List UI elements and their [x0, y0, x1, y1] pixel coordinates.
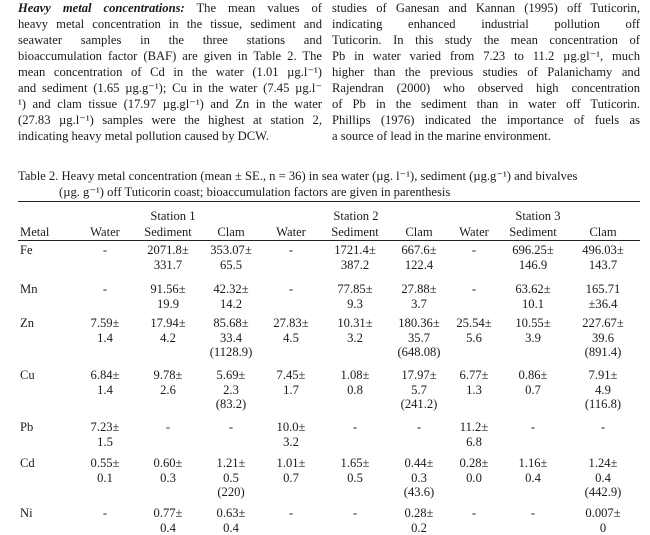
- column-header-sediment: Sediment: [509, 225, 557, 239]
- mean-value: -: [471, 506, 477, 520]
- mean-value: -: [102, 506, 108, 520]
- caption-line-1: Table 2. Heavy metal concentration (mean ± SE., n = 36) in sea water (µg. l⁻¹), sediment (µg.g⁻¹) and bivalves: [18, 169, 578, 183]
- table-cell: [320, 420, 390, 435]
- right-line-5: higher than the previous studies of Palanichamy and: [332, 65, 640, 79]
- table-cell: [320, 316, 390, 345]
- table-cell: [568, 420, 638, 435]
- metal-label-ni: Ni: [20, 506, 33, 520]
- se-value: 4.2: [160, 330, 176, 345]
- table-cell: [133, 282, 203, 311]
- station-header-3: Station 3: [515, 209, 561, 223]
- left-line-2: heavy metal concentration in the tissue, sediment and: [18, 17, 322, 31]
- table-cell: [256, 456, 326, 485]
- mean-value: 0.55±: [90, 456, 120, 470]
- table-cell: [498, 282, 568, 311]
- se-value: 0: [599, 520, 607, 535]
- table-top-rule: [18, 201, 640, 202]
- table-cell: [133, 456, 203, 485]
- table-cell: [568, 282, 638, 311]
- mean-value: -: [530, 420, 536, 434]
- right-line-2: indicating enhanced industrial pollution off: [332, 17, 640, 31]
- mean-value: 5.69±: [216, 368, 246, 382]
- right-line-4: Pb in water varied from 7.23 to 11.2 µg.gl⁻¹, much: [332, 49, 640, 63]
- mean-value: 77.85±: [337, 282, 373, 296]
- mean-value: -: [288, 282, 294, 296]
- column-header-clam: Clam: [217, 225, 245, 239]
- metal-label-mn: Mn: [20, 282, 38, 296]
- mean-value: 1.08±: [340, 368, 370, 382]
- table-cell: [498, 368, 568, 397]
- mean-value: 1.21±: [216, 456, 246, 470]
- mean-value: -: [530, 506, 536, 520]
- se-value: 122.4: [404, 257, 434, 272]
- table-cell: [568, 368, 638, 412]
- metal-label-pb: Pb: [20, 420, 34, 434]
- metal-label-cu: Cu: [20, 368, 35, 382]
- mean-value: 180.36±: [398, 316, 440, 330]
- column-header-water: Water: [459, 225, 489, 239]
- left-line-8: (27.83 µg.l⁻¹) samples were the highest at station 2,: [18, 113, 322, 127]
- se-value: 3.2: [347, 330, 363, 345]
- baf-value: (1128.9): [209, 345, 253, 359]
- table-cell: [133, 506, 203, 535]
- left-line-3: seawater samples in the three stations and: [18, 33, 322, 47]
- left-line-4: bioaccumulation factor (BAF) are given in Table 2. The: [18, 49, 322, 63]
- table-cell: [320, 506, 390, 521]
- mean-value: -: [600, 420, 606, 434]
- se-value: 3.2: [283, 434, 299, 449]
- column-header-sediment: Sediment: [144, 225, 192, 239]
- mean-value: 7.23±: [90, 420, 120, 434]
- mean-value: 10.31±: [337, 316, 373, 330]
- baf-value: (83.2): [215, 397, 247, 411]
- mean-value: 1.16±: [518, 456, 548, 470]
- mean-value: 7.91±: [588, 368, 618, 382]
- se-value: 3.9: [525, 330, 541, 345]
- se-value: 33.4: [219, 330, 243, 345]
- caption-line-2: (µg. g⁻¹) off Tuticorin coast; bioaccumulation factors are given in parenthesis: [59, 185, 451, 199]
- se-value: 0.2: [411, 520, 427, 535]
- mean-value: 1.65±: [340, 456, 370, 470]
- mean-value: 1721.4±: [334, 243, 376, 257]
- se-value: 0.3: [411, 470, 427, 485]
- metal-label-cd: Cd: [20, 456, 35, 470]
- mean-value: 1.24±: [588, 456, 618, 470]
- se-value: 6.8: [466, 434, 482, 449]
- se-value: 146.9: [518, 257, 548, 272]
- mean-value: 227.67±: [582, 316, 624, 330]
- se-value: 2.3: [223, 382, 239, 397]
- se-value: 0.7: [283, 470, 299, 485]
- se-value: 0.3: [160, 470, 176, 485]
- mean-value: -: [165, 420, 171, 434]
- mean-value: 27.83±: [273, 316, 309, 330]
- right-text-column: [332, 0, 640, 144]
- metal-column-header: Metal: [20, 225, 50, 239]
- se-value: 3.7: [411, 296, 427, 311]
- table-cell: [70, 282, 140, 297]
- table-cell: [256, 506, 326, 521]
- se-value: 10.1: [521, 296, 545, 311]
- se-value: 1.4: [97, 382, 113, 397]
- baf-value: (241.2): [400, 397, 438, 411]
- mean-value: 63.62±: [515, 282, 551, 296]
- column-header-sediment: Sediment: [331, 225, 379, 239]
- table-cell: [498, 316, 568, 345]
- mean-value: -: [352, 420, 358, 434]
- mean-value: 6.77±: [459, 368, 489, 382]
- table-cell: [70, 243, 140, 258]
- table-cell: [70, 506, 140, 521]
- left-line-1: [18, 0, 322, 16]
- mean-value: 10.55±: [515, 316, 551, 330]
- right-line-7: of Pb in the sediment than in water off Tuticorin.: [332, 97, 640, 111]
- left-line-9: indicating heavy metal pollution caused by DCW.: [18, 129, 270, 143]
- table-cell: [256, 368, 326, 397]
- mean-value: -: [288, 243, 294, 257]
- table-cell: [70, 420, 140, 449]
- left-line-1-text: The mean values of: [184, 1, 322, 15]
- table-cell: [320, 243, 390, 272]
- left-line-7: ¹) and clam tissue (17.97 µg.gl⁻¹) and Zn in the water: [18, 97, 322, 111]
- se-value: 39.6: [591, 330, 615, 345]
- left-line-6: and sediment (1.65 µg.g⁻¹); Cu in the water (7.45 µg.l⁻: [18, 81, 322, 95]
- se-value: ±36.4: [588, 296, 618, 311]
- mean-value: 496.03±: [582, 243, 624, 257]
- table-header-rule: [18, 240, 640, 241]
- table-cell: [320, 282, 390, 311]
- right-line-8: Phillips (1976) indicated the importance of fuels as: [332, 113, 640, 127]
- se-value: 0.4: [223, 520, 239, 535]
- baf-value: (116.8): [584, 397, 622, 411]
- se-value: 143.7: [588, 257, 618, 272]
- se-value: 0.1: [97, 470, 113, 485]
- mean-value: 10.0±: [276, 420, 306, 434]
- mean-value: -: [471, 282, 477, 296]
- se-value: 35.7: [407, 330, 431, 345]
- left-text-column: [18, 0, 322, 144]
- section-heading: Heavy metal concentrations:: [18, 1, 185, 15]
- se-value: 0.4: [595, 470, 611, 485]
- se-value: 387.2: [340, 257, 370, 272]
- metal-label-zn: Zn: [20, 316, 34, 330]
- se-value: 0.0: [466, 470, 482, 485]
- se-value: 65.5: [219, 257, 243, 272]
- se-value: 0.5: [347, 470, 363, 485]
- table-cell: [568, 243, 638, 272]
- table-cell: [133, 243, 203, 272]
- table-cell: [498, 506, 568, 521]
- table-cell: [498, 243, 568, 272]
- metal-label-fe: Fe: [20, 243, 33, 257]
- se-value: 1.7: [283, 382, 299, 397]
- mean-value: 0.28±: [459, 456, 489, 470]
- table-caption: [18, 168, 640, 200]
- mean-value: 0.44±: [404, 456, 434, 470]
- left-line-5: mean concentration of Cd in the water (1.01 µg.l⁻¹): [18, 65, 322, 79]
- se-value: 19.9: [156, 296, 180, 311]
- mean-value: -: [288, 506, 294, 520]
- mean-value: 27.88±: [401, 282, 437, 296]
- se-value: 0.4: [160, 520, 176, 535]
- mean-value: -: [352, 506, 358, 520]
- table-cell: [498, 456, 568, 485]
- mean-value: 0.007±: [585, 506, 621, 520]
- mean-value: 0.77±: [153, 506, 183, 520]
- column-header-clam: Clam: [405, 225, 433, 239]
- baf-value: (891.4): [584, 345, 622, 359]
- se-value: 0.4: [525, 470, 541, 485]
- column-header-water: Water: [276, 225, 306, 239]
- se-value: 0.7: [525, 382, 541, 397]
- mean-value: 9.78±: [153, 368, 183, 382]
- mean-value: 91.56±: [150, 282, 186, 296]
- baf-value: (220): [217, 485, 245, 499]
- baf-value: (442.9): [584, 485, 622, 499]
- se-value: 5.7: [411, 382, 427, 397]
- se-value: 14.2: [219, 296, 243, 311]
- mean-value: -: [102, 282, 108, 296]
- table-cell: [256, 420, 326, 449]
- mean-value: 25.54±: [456, 316, 492, 330]
- table-cell: [70, 316, 140, 345]
- mean-value: 353.07±: [210, 243, 252, 257]
- mean-value: 42.32±: [213, 282, 249, 296]
- se-value: 0.5: [223, 470, 239, 485]
- se-value: 331.7: [153, 257, 183, 272]
- column-header-water: Water: [90, 225, 120, 239]
- table-cell: [70, 456, 140, 485]
- table-cell: [133, 368, 203, 397]
- mean-value: 85.68±: [213, 316, 249, 330]
- mean-value: 165.71: [585, 282, 621, 296]
- table-cell: [70, 368, 140, 397]
- mean-value: 7.59±: [90, 316, 120, 330]
- se-value: 4.5: [283, 330, 299, 345]
- mean-value: 17.97±: [401, 368, 437, 382]
- baf-value: (43.6): [403, 485, 435, 499]
- mean-value: 0.86±: [518, 368, 548, 382]
- se-value: 1.5: [97, 434, 113, 449]
- se-value: 4.9: [595, 382, 611, 397]
- mean-value: -: [416, 420, 422, 434]
- mean-value: -: [471, 243, 477, 257]
- table-cell: [498, 420, 568, 435]
- table-cell: [320, 456, 390, 485]
- mean-value: 6.84±: [90, 368, 120, 382]
- right-line-6: Rajendran (2000) who observed high concentration: [332, 81, 640, 95]
- se-value: 1.4: [97, 330, 113, 345]
- se-value: 1.3: [466, 382, 482, 397]
- table-cell: [133, 420, 203, 435]
- table-cell: [568, 506, 638, 535]
- mean-value: -: [102, 243, 108, 257]
- mean-value: 17.94±: [150, 316, 186, 330]
- table-cell: [256, 243, 326, 258]
- mean-value: -: [228, 420, 234, 434]
- se-value: 2.6: [160, 382, 176, 397]
- se-value: 0.8: [347, 382, 363, 397]
- table-cell: [133, 316, 203, 345]
- mean-value: 2071.8±: [147, 243, 189, 257]
- table-cell: [568, 316, 638, 360]
- table-cell: [256, 282, 326, 297]
- se-value: 5.6: [466, 330, 482, 345]
- table-cell: [256, 316, 326, 345]
- mean-value: 0.60±: [153, 456, 183, 470]
- mean-value: 1.01±: [276, 456, 306, 470]
- se-value: 9.3: [347, 296, 363, 311]
- mean-value: 667.6±: [401, 243, 437, 257]
- table-cell: [320, 368, 390, 397]
- right-line-1: studies of Ganesan and Kannan (1995) off Tuticorin,: [332, 1, 640, 15]
- mean-value: 11.2±: [459, 420, 489, 434]
- right-line-3: Tuticorin. In this study the mean concentration of: [332, 33, 640, 47]
- mean-value: 0.63±: [216, 506, 246, 520]
- right-line-9: a source of lead in the marine environment.: [332, 129, 551, 143]
- station-header-1: Station 1: [150, 209, 196, 223]
- station-header-2: Station 2: [333, 209, 379, 223]
- mean-value: 696.25±: [512, 243, 554, 257]
- table-cell: [568, 456, 638, 500]
- mean-value: 7.45±: [276, 368, 306, 382]
- baf-value: (648.08): [397, 345, 441, 359]
- mean-value: 0.28±: [404, 506, 434, 520]
- column-header-clam: Clam: [589, 225, 617, 239]
